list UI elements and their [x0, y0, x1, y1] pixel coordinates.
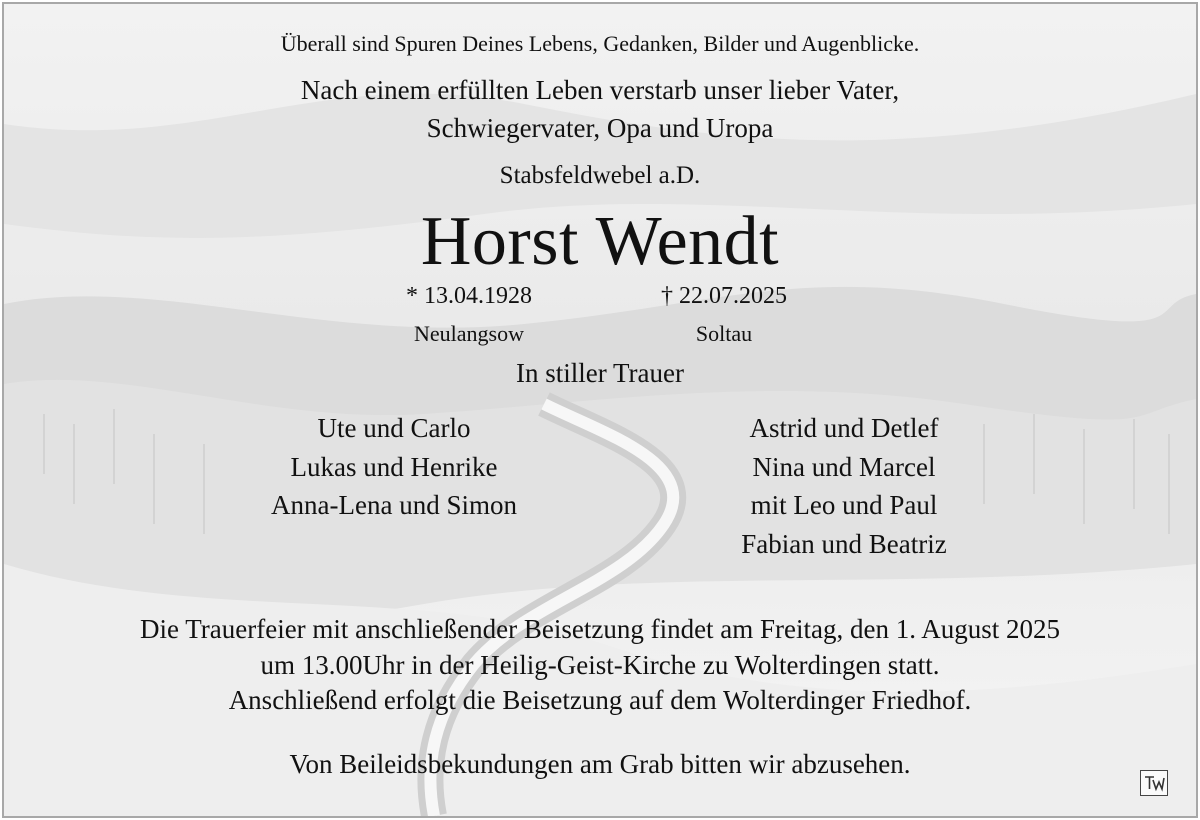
birth-date: * 13.04.1928 — [406, 283, 532, 309]
death-date: † 22.07.2025 — [661, 283, 787, 309]
funeral-line: Anschließend erfolgt die Beisetzung auf dem Wolterdinger Friedhof. — [228, 685, 972, 715]
intro-line-1: Nach einem erfüllten Leben verstarb unser lieber Vater, — [300, 75, 900, 105]
mourners-left — [194, 409, 594, 525]
closing-note: Von Beileidsbekundungen am Grab bitten wir abzusehen. — [289, 749, 911, 779]
mourner-entry: Nina und Marcel — [752, 451, 936, 482]
mourner-entry: Lukas und Henrike — [290, 451, 498, 482]
publisher-logo — [1140, 770, 1168, 796]
funeral-line: um 13.00Uhr in der Heilig-Geist-Kirche zu Wolterdingen statt. — [260, 649, 940, 680]
deceased-name: Horst Wendt — [420, 203, 780, 280]
funeral-details — [4, 612, 1196, 719]
rank-title: Stabsfeldwebel a.D. — [499, 162, 701, 189]
mourner-entry: Astrid und Detlef — [749, 413, 939, 443]
birth-place: Neulangsow — [414, 321, 524, 346]
mourner-entry: Ute und Carlo — [317, 413, 471, 443]
motto-text: Überall sind Spuren Deines Lebens, Gedanken, Bilder und Augenblicke. — [280, 31, 920, 56]
mourner-entry: mit Leo und Paul — [750, 490, 938, 520]
grief-line: In stiller Trauer — [516, 358, 684, 388]
mourners-right — [644, 409, 1044, 563]
mourner-entry: Fabian und Beatriz — [741, 528, 947, 559]
intro-line-2: Schwiegervater, Opa und Uropa — [426, 113, 774, 143]
obituary-notice — [2, 2, 1198, 818]
funeral-line: Die Trauerfeier mit anschließender Beisetzung findet am Freitag, den 1. August 2025 — [139, 614, 1061, 644]
mourner-entry: Anna-Lena und Simon — [271, 490, 517, 520]
death-place: Soltau — [695, 321, 753, 346]
